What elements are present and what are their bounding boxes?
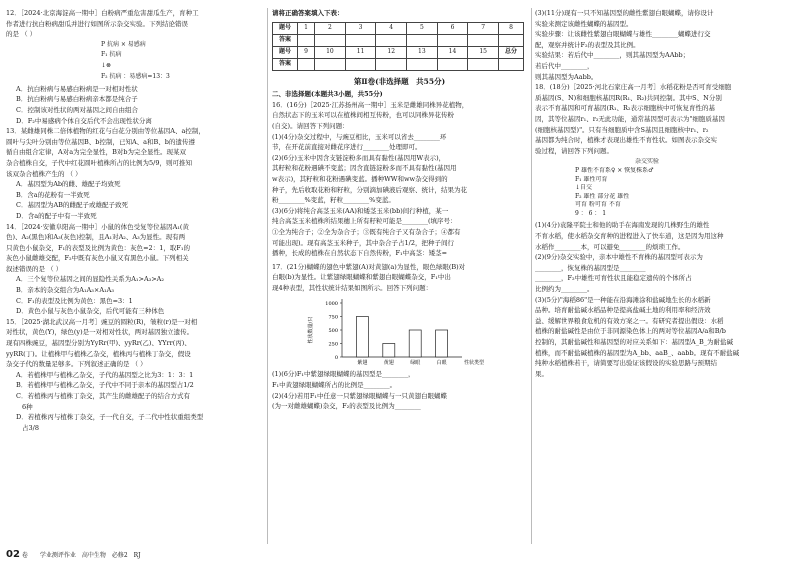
q14-line: 只黄色小鼠杂交，F₁的表型及比例为黄色：灰色=2：1，取F₁的 <box>6 243 190 252</box>
q12-line: 12．［2024·北京海淀高一期中］白粉病严重危害甜瓜生产，育种工 <box>6 9 199 17</box>
answer-cell[interactable] <box>437 34 468 46</box>
answer-table <box>272 22 524 71</box>
q13-line: 13．某雌雄同株二倍体植物的红花与白花分别由等位基因A、a控制， <box>6 127 205 136</box>
q18-cross-diagram <box>535 158 787 218</box>
q16-line: 播种，长成的植株在自然状态下自然传粉，F₁中高茎：矮茎= <box>272 249 448 258</box>
q15-option: C．若植株丙与植株丁杂交，其产生的雌雄配子的结合方式有 <box>16 392 190 400</box>
answer-cell[interactable] <box>298 34 315 46</box>
answer-cell[interactable] <box>468 34 499 46</box>
y-tick-label: 1000 <box>325 301 338 308</box>
q12 <box>6 8 264 126</box>
q18-line: 植株，而不耐盐碱植株的基因型为A_bb、aaB_、aabb。现有不耐盐碱 <box>535 348 740 357</box>
q18-line: 控制的，其耐盐碱性和基因型的对应关系如下：基因型A_B_为耐盐碱 <box>535 338 733 346</box>
q16-line: 节，在开花前直接对雌花序进行________处理即可。 <box>272 143 422 152</box>
answer-cell[interactable] <box>499 34 524 46</box>
q16-line: ①全为纯合子；②全为杂合子；③既有纯合子又有杂合子；④都有 <box>272 227 461 236</box>
q18-fig-line: P 雄性不育系♀ × 恢复株系♂ <box>575 166 654 174</box>
q16 <box>272 100 527 259</box>
q16-line: 16．(16分)［2025·江苏扬州高一期中］玉米是雌雄同株异花植物， <box>272 100 469 109</box>
footer-text: 卷 学业测评作业 高中生物 必修2 RJ <box>21 552 141 559</box>
q18-fig-line: 可育 粉可育 不育 <box>575 201 621 209</box>
table-cell: 7 <box>468 22 499 34</box>
q12-cross-diagram <box>6 40 264 84</box>
q15-line: 15．［2025·湖北武汉高一月考］豌豆的圆粒(R)，皱粒(r)是一对相 <box>6 317 198 326</box>
answer-cell[interactable] <box>315 34 346 46</box>
answer-cell[interactable] <box>468 58 499 70</box>
q18-line: 品种。培育耐盐碱水稻品种是提高盐碱土地的利用率和经济效 <box>535 306 711 315</box>
y-axis-label: 性状数量/只 <box>308 317 314 344</box>
q13-line: 循自由组合定律，A对a为完全显性，B对b为完全显性。现某双 <box>6 148 187 157</box>
q12-line: 作者进行抗白粉病甜瓜并进行如图所示杂交实验。下列结论错误 <box>6 19 188 28</box>
category-label: 白眼 <box>436 360 447 367</box>
table-cell: 总分 <box>499 46 524 58</box>
q18-fig-line: 杂交实验 <box>635 158 660 166</box>
q17-line: 若后代中________， <box>535 61 594 70</box>
q18-fig-line: F₂ 雄性 部分花 雄性 <box>575 192 630 200</box>
q13-line: 该双杂合植株产生的 （ ） <box>6 169 82 178</box>
y-tick-label: 500 <box>328 328 338 335</box>
q13-line: 杂合植株自交，子代中红花圆叶植株所占的比例为5/9，则可推知 <box>6 158 192 167</box>
q18-line: (3)(5分)"海稻86"是一种能在沿海滩涂和盐碱地生长的水稻新 <box>535 295 711 304</box>
q14-option: B．亲本的杂交组合为A₁A₃×A₁A₃ <box>16 286 114 295</box>
q17-line: (为一对雌雄蝴蝶)杂交，F₂的表型及比例为________ <box>272 402 421 411</box>
answer-cell[interactable] <box>315 58 346 70</box>
q18-line: 纯种水稻植株若干，请简要写出验证该假设的实验思路与预期结 <box>535 359 717 368</box>
q15-line: 现有四株豌豆，基因型分别为YyRr(甲)、yyRr(乙)、YYrr(丙)、 <box>6 339 191 348</box>
q12-option: D．F₂中易感病个体自交后代不会出现性状分离 <box>16 116 152 125</box>
q16-line: 种子，先后收取花粉和籽粒，分别滴加碘液后观察、统计，结果为花 <box>272 185 467 194</box>
q17-line: 实验来测定该雌性蝴蝶的基因型。 <box>535 19 633 28</box>
q16-line: 粉________%变蓝，籽粒________%变蓝。 <box>272 196 395 205</box>
q18-line: (细胞核基因型)"。只有当细胞质中含S基因且细胞核中r₁、r₂ <box>535 125 709 134</box>
q17-line: (1)(6分)F₁中紫翅绿眼蝴蝶的基因型是________， <box>272 370 415 379</box>
q13-option: A．基因型为Ab的雌、雄配子均致死 <box>16 180 121 189</box>
q17 <box>272 262 527 412</box>
answer-cell[interactable] <box>499 58 524 70</box>
section-title: 第Ⅱ卷(非选择题 共55分) <box>353 76 446 86</box>
q12-fig-line: F₂ 抗病 ：易感病=13：3 <box>101 72 170 80</box>
middle-column <box>272 8 527 412</box>
answer-table-header: 请将正确答案填入下表： <box>272 9 344 17</box>
table-cell: 6 <box>437 22 468 34</box>
q18-line: 果。 <box>535 369 548 378</box>
q18-line: 益、缓解世界粮食危机的有效方案之一。有研究者提出假设：水稻 <box>535 316 724 325</box>
butterfly-trait-bar-chart <box>302 293 502 369</box>
q18-line: 植株的耐盐碱性是由位于非同源染色体上的两对等位基因A/a和B/b <box>535 327 726 336</box>
bar <box>383 344 395 358</box>
answer-cell[interactable] <box>345 58 376 70</box>
table-cell: 9 <box>298 46 315 58</box>
q12-fig-line: ↓⊗ <box>101 61 112 69</box>
q16-line: 纯合高茎玉米植株所结果穗上所有籽粒可能是________(填序号： <box>272 217 457 226</box>
q15-option: B．若植株甲与植株乙杂交，子代中不同于亲本的基因型占1/2 <box>16 381 194 390</box>
q12-option: B．抗白粉病与易感白粉病亲本都是纯合子 <box>16 95 138 104</box>
q17-line: 实验结果：若后代中________，则其基因型为AAbb； <box>535 51 690 60</box>
answer-cell[interactable] <box>407 58 438 70</box>
table-cell: 4 <box>376 22 407 34</box>
q14-line: 叙述错误的是 （ ） <box>6 264 63 273</box>
q18-line: (1)(4分)袁隆平院士和他的助手在海南发现的几株野生的雄性 <box>535 221 710 230</box>
q14-option: A．三个复等位基因之间的显隐性关系为A₁>A₃>A₂ <box>16 275 164 284</box>
q18-fig-line: ↓自交 <box>575 184 593 192</box>
table-cell: 2 <box>315 22 346 34</box>
q16-line: (3)(6分)将纯合高茎玉米(AA)和矮茎玉米(bb)间行种植，某一 <box>272 206 449 215</box>
q14-line: 灰色小鼠雌雄交配，F₂中既有灰色小鼠又有黑色小鼠。下列相关 <box>6 254 189 263</box>
category-label: 紫翅 <box>357 360 368 367</box>
q13-option: B．含a的花粉有一半致死 <box>16 190 90 199</box>
q18-line: 验过程，请回答下列问题。 <box>535 146 613 155</box>
bar <box>436 330 448 357</box>
bar <box>409 330 421 357</box>
q17-line: F₁中黄翅绿眼蝴蝶所占的比例是________。 <box>272 381 397 390</box>
q14-option: D．黄色小鼠与灰色小鼠杂交，后代可能有三种体色 <box>16 307 165 316</box>
q14-line: 14．［2024·安徽阜阳高一期中］小鼠的体色受复等位基因A₁(黄 <box>6 222 189 231</box>
table-cell: 答案 <box>273 58 298 70</box>
q12-line: 的是 （ ） <box>6 30 37 39</box>
q15-option: 6种 <box>22 402 33 411</box>
q18 <box>535 82 787 379</box>
section-heading: 二、非选择题(本题共3小题，共55分) <box>272 90 383 99</box>
table-cell: 15 <box>468 46 499 58</box>
y-tick-label: 0 <box>334 355 338 362</box>
table-cell: 题号 <box>273 46 298 58</box>
table-cell: 1 <box>298 22 315 34</box>
q12-fig-line: F₁ 抗病 <box>101 51 122 59</box>
answer-cell[interactable] <box>407 34 438 46</box>
q18-line: 基因都为纯合时，植株才表现出雄性不育性状。如图表示杂交实 <box>535 136 717 145</box>
bar <box>356 317 368 358</box>
q15 <box>6 317 264 434</box>
q18-fig-line: F₁ 雄性可育 <box>575 175 608 183</box>
q12-fig-line: P 抗病 × 易感病 <box>101 40 146 48</box>
answer-cell[interactable] <box>298 58 315 70</box>
q15-line: 对性状，黄色(Y)，绿色(y)是一对相对性状，两对基因独立遗传。 <box>6 328 194 337</box>
q18-line: ________，F₂中雄性可育性状且能稳定遗传的个体所占 <box>535 274 692 283</box>
q16-line: 可能出现)。现有高茎玉米种子，其中杂合子占1/2，把种子间行 <box>272 238 454 247</box>
q16-line: (自交)。请回答下列问题： <box>272 121 349 130</box>
q18-line: 18．(18分)［2025·河北石家庄高一月考］水稻花粉是否可育受细胞 <box>535 83 732 92</box>
q17-line: (3)(11分)现有一只不知基因型的雌性紫翅白眼蝴蝶，请你设计 <box>535 9 714 17</box>
q12-option: C．控制该对性状的两对基因之间自由组合 <box>16 105 138 114</box>
q18-fig-line: 9 ： 6 ： 1 <box>575 209 607 217</box>
q13-option: D．含a的配子中有一半致死 <box>16 211 97 220</box>
q13-line: 圆叶与尖叶分别由等位基因B、b控制，已知A、a和B、b的遗传遵 <box>6 137 195 146</box>
q15-line: yyRR(丁)。让植株甲与植株乙杂交，植株丙与植株丁杂交，假设 <box>6 349 191 358</box>
q15-line: 杂交子代的数量足够多。下列叙述正确的是 （ ） <box>6 360 147 369</box>
q14-option: C．F₁的表型及比例为黄色：黑色=3：1 <box>16 296 133 305</box>
q18-line: 质基因(S、N)和细胞核基因R(R₁、R₂)共同控制。其中S、N分别 <box>535 93 722 102</box>
q13-option: C．基因型为AB的雌配子或雄配子致死 <box>16 201 128 210</box>
q18-line: 表示不育基因和可育基因(R₁、R₂表示细胞核中可恢复育性的基 <box>535 104 716 113</box>
q18-line: ________，恢复株的基因型是________ <box>535 263 646 272</box>
answer-cell[interactable] <box>437 58 468 70</box>
q16-line: 其籽粒和花粉遇碘不变蓝；因含直链淀粉多而不具有黏性(基因用 <box>272 164 457 173</box>
category-label: 绿眼 <box>410 360 421 367</box>
table-cell: 题号 <box>273 22 298 34</box>
q17-line: 白眼(b)为显性。让紫翅绿眼蝴蝶和紫翅白眼蝴蝶杂交，F₁中出 <box>272 273 451 282</box>
q15-option: A．若植株甲与植株乙杂交，子代的基因型之比为3：1：3：1 <box>16 370 194 379</box>
q17-continued <box>535 8 787 82</box>
table-cell: 13 <box>407 46 438 58</box>
left-column <box>6 8 264 433</box>
q12-option: A．抗白粉病与易感白粉病是一对相对性状 <box>16 84 138 93</box>
table-cell: 3 <box>345 22 376 34</box>
right-column <box>535 8 787 379</box>
q17-line: 配，观察并统计F₂的表型及其比例。 <box>535 40 640 49</box>
q18-line: 比例约为________。 <box>535 285 594 294</box>
q16-line: w表示)，其籽粒和花粉遇碘变蓝。播种WW和ww杂交得到的 <box>272 174 448 183</box>
y-tick-label: 750 <box>328 314 338 321</box>
answer-cell[interactable] <box>376 58 407 70</box>
q18-line: 不育水稻，使水稻杂交育种的进程进入了快车道，这是因为用这种 <box>535 232 724 241</box>
table-cell: 8 <box>499 22 524 34</box>
q16-line: (1)(4分)杂交过程中，与豌豆相比，玉米可以省去________环 <box>272 132 447 141</box>
q17-line: 实验步骤：让该雌性紫翅白眼蝴蝶与雄性________蝴蝶进行交 <box>535 30 711 39</box>
answer-cell[interactable] <box>345 34 376 46</box>
table-cell: 5 <box>407 22 438 34</box>
q17-line: 17．(21分)蝴蝶的翅色中紫翅(A)对黄翅(a)为显性，眼色绿眼(B)对 <box>272 262 466 271</box>
q14-line: 色)、A₂(黑色)和A₃(灰色)控制，且A₁对A₂、A₃为显性。现有两 <box>6 233 186 242</box>
column-divider <box>531 8 532 544</box>
answer-cell[interactable] <box>376 34 407 46</box>
y-tick-label: 250 <box>328 341 338 348</box>
q17-line: 现4种表型，其性状统计结果如图所示。回答下列问题： <box>272 283 433 292</box>
table-cell: 14 <box>437 46 468 58</box>
x-axis-label: 性状类型 <box>464 360 485 367</box>
page-number: 02 <box>6 549 20 560</box>
page-footer <box>6 549 141 560</box>
category-label: 黄翅 <box>383 360 394 367</box>
q15-option: 占3/8 <box>22 423 39 432</box>
table-cell: 12 <box>376 46 407 58</box>
q17-line: (2)(4分)若用F₁中任意一只紫翅绿眼蝴蝶与一只黄翅白眼蝴蝶 <box>272 391 448 400</box>
table-cell: 10 <box>315 46 346 58</box>
table-cell: 11 <box>345 46 376 58</box>
q16-line: (2)(6分)玉米中因含支链淀粉多而具有黏性(基因用W表示)， <box>272 153 446 162</box>
q14 <box>6 222 264 317</box>
q17-line: 则其基因型为Aabb。 <box>535 72 598 81</box>
q15-option: D．若植株丙与植株丁杂交，子一代自交，子二代中性状重组类型 <box>16 413 204 422</box>
table-cell: 答案 <box>273 34 298 46</box>
q13 <box>6 126 264 221</box>
q18-line: (2)(9分)杂交实验中，亲本中雄性不育株的基因型可表示为 <box>535 253 703 262</box>
q18-line: 水稻作________本，可以避免________的烦琐工作。 <box>535 242 685 251</box>
column-divider <box>267 8 268 544</box>
q16-line: 自然状态下的玉米可以在植株间相互传粉，也可以同株异花传粉 <box>272 111 454 120</box>
q18-line: 因，其等位基因r₁、r₂无此功能，通常基因型可表示为"细胞质基因 <box>535 114 725 123</box>
